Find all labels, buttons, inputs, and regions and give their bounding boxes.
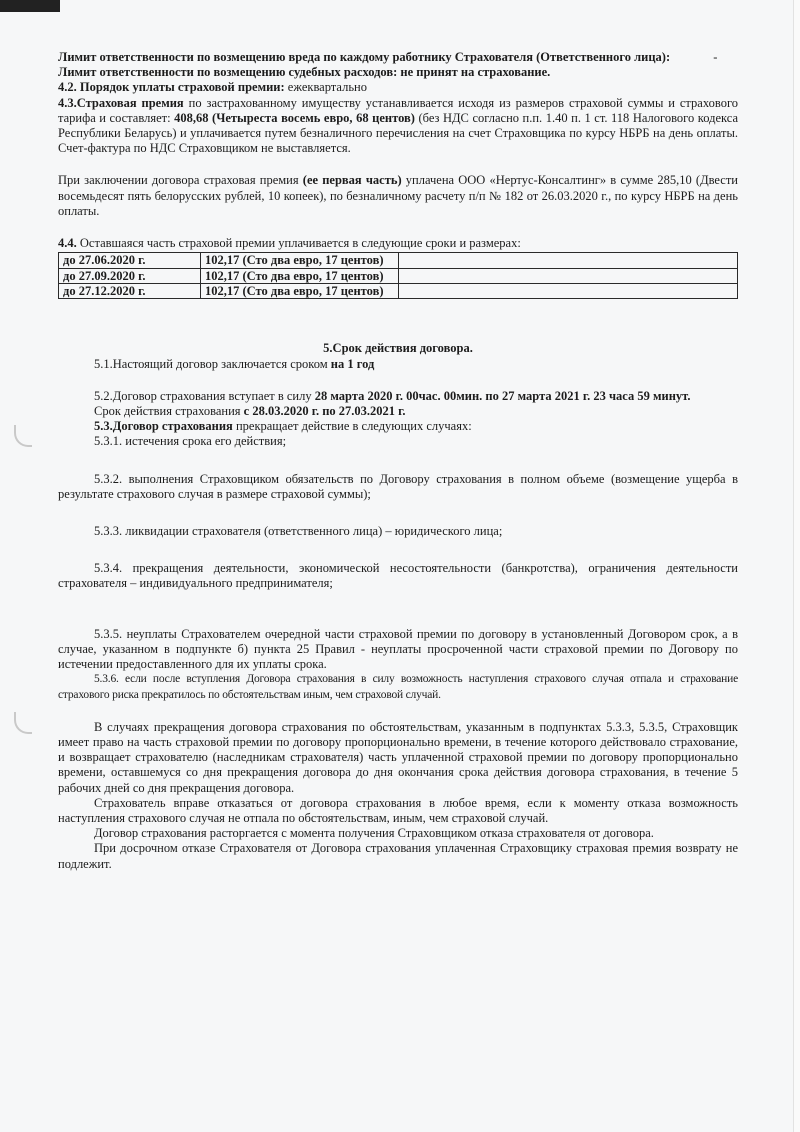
schedule-date: до 27.12.2020 г. (59, 284, 201, 299)
schedule-date: до 27.09.2020 г. (59, 268, 201, 283)
liability-limit-court: Лимит ответственности по возмещению судебных расходов: не принят на страхование. (58, 65, 551, 80)
page-edge (793, 0, 800, 1132)
clause-5-3: 5.3.Договор страхования прекращает действие в следующих случаях: (94, 419, 472, 434)
schedule-empty-cell (399, 253, 738, 268)
refusal-paragraph: Страхователь вправе отказаться от договора страхования в любое время, если к моменту отказа возможность наступления страхового случая не отпала по обстоятельствам, иным, чем страховой случай. (58, 795, 738, 825)
schedule-date: до 27.06.2020 г. (59, 253, 201, 268)
scan-corner-mark (0, 0, 60, 12)
clause-5-3-6: 5.3.6. если после вступления Договора страхования в силу возможность наступления страхового случая отпала и страхование страхового риска прекратилось по обстоятельствам иным, чем страховой случай. (58, 673, 738, 701)
schedule-amount: 102,17 (Сто два евро, 17 центов) (201, 253, 399, 268)
clause-5-3-1: 5.3.1. истечения срока его действия; (94, 434, 287, 449)
clause-4-4: 4.4. Оставшаяся часть страховой премии уплачивается в следующие сроки и размерах: (58, 236, 521, 251)
termination-paragraph: Договор страхования расторгается с момента получения Страховщиком отказа страхователя от договора. (94, 826, 654, 841)
clause-4-3: 4.3.Страховая премия по застрахованному имуществу устанавливается исходя из размеров страховой суммы и страхового тарифа и составляет: 408,68 (Четыреста восемь евро, 68 центов) (без НДС согласно п.п. 1.40 п. 1 ст. 118 Налогового кодекса Республики Беларусь) и уплачивается путем безналичного перечисления на счет Страховщика по курсу НБРБ на день оплаты. Счет-фактура по НДС Страховщиком не выставляется. (58, 95, 739, 156)
table-row (59, 284, 738, 299)
payment-schedule-table (58, 252, 738, 299)
liability-limit-worker: Лимит ответственности по возмещению вреда по каждому работнику Страхователя (Ответственного лица): - (58, 50, 718, 64)
early-refusal-paragraph: При досрочном отказе Страхователя от Договора страхования уплаченная Страховщику страховая премия возврату не подлежит. (58, 841, 738, 871)
clause-4-2: 4.2. Порядок уплаты страховой премии: ежеквартально (58, 80, 367, 95)
punch-hole-mark (14, 712, 32, 734)
punch-hole-mark (14, 425, 32, 447)
insurance-period: Срок действия страхования с 28.03.2020 г. по 27.03.2021 г. (94, 404, 406, 419)
schedule-amount: 102,17 (Сто два евро, 17 центов) (201, 268, 399, 283)
clause-5-3-2: 5.3.2. выполнения Страховщиком обязательств по Договору страхования в полном объеме (возмещение ущерба в результате страхового случая в размере страховой суммы); (58, 471, 738, 501)
schedule-amount: 102,17 (Сто два евро, 17 центов) (201, 284, 399, 299)
clause-5-2: 5.2.Договор страхования вступает в силу 28 марта 2020 г. 00час. 00мин. по 27 марта 2021 г. 23 часа 59 минут. (94, 388, 691, 403)
clause-5-3-4: 5.3.4. прекращения деятельности, экономической несостоятельности (банкротства), ограничения деятельности страхователя – индивидуального предпринимателя; (58, 561, 738, 591)
document-body (58, 50, 738, 872)
refund-paragraph: В случаях прекращения договора страхования по обстоятельствам, указанным в подпунктах 5.3.3, 5.3.5, Страховщик имеет право на часть страховой премии по договору пропорционально времени, в течение которого действовало страхование, и возвращает страхователю (наследникам страхователя) часть уплаченной страховой премии по договору пропорционально времени, оставшемуся со дня прекращения договора до дня окончания срока действия договора страхования, в течение 5 рабочих дней со дня прекращения договора. (58, 719, 738, 795)
section-5-title: 5.Срок действия договора. (323, 341, 473, 356)
table-row (59, 253, 738, 268)
table-row (59, 268, 738, 283)
clause-5-3-5: 5.3.5. неуплаты Страхователем очередной части страховой премии по договору в установленный Договором срок, а в случае, указанном в подпункте б) пункта 25 Правил - неуплаты просроченной части страховой премии по Договору по истечении предоставленного для их уплаты срока. (58, 626, 738, 672)
clause-5-1: 5.1.Настоящий договор заключается сроком на 1 год (94, 356, 375, 371)
schedule-empty-cell (399, 284, 738, 299)
clause-5-3-3: 5.3.3. ликвидации страхователя (ответственного лица) – юридического лица; (94, 524, 503, 539)
first-payment-paragraph: При заключении договора страховая премия (ее первая часть) уплачена ООО «Нертус-Консалтинг» в сумме 285,10 (Двести восемьдесят пять белорусских рублей, 10 копеек), по безналичному расчету п/п № 182 от 26.03.2020 г., по курсу НБРБ на день оплаты. (58, 173, 738, 218)
schedule-empty-cell (399, 268, 738, 283)
